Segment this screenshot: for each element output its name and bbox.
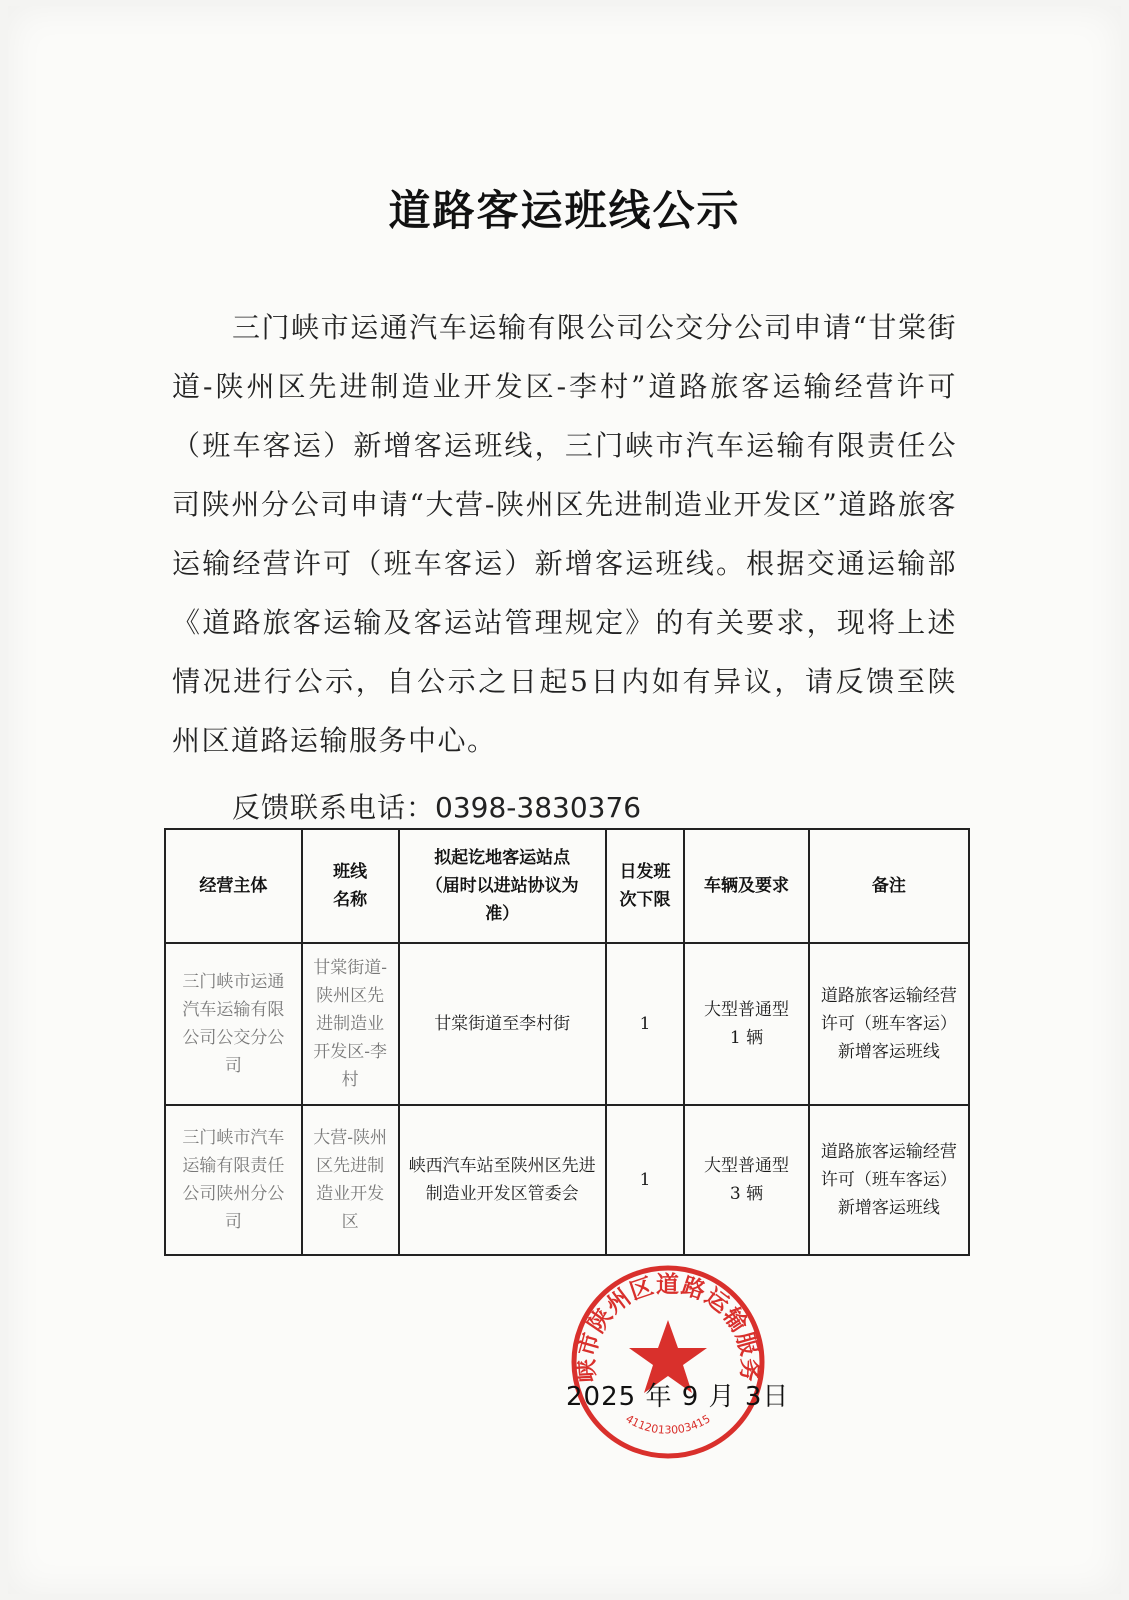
phone-label: 反馈联系电话：	[232, 791, 436, 824]
cell-stations: 甘棠街道至李村街	[399, 943, 606, 1105]
header-operator: 经营主体	[165, 829, 302, 943]
route-table	[164, 828, 970, 1256]
cell-remarks: 道路旅客运输经营许可（班车客运）新增客运班线	[809, 943, 969, 1105]
date-day: 3	[744, 1382, 763, 1412]
cell-daily: 1	[606, 1105, 685, 1255]
table-header-row	[165, 829, 969, 943]
document-title: 道路客运班线公示	[388, 186, 741, 235]
date-month-unit: 月	[708, 1382, 736, 1412]
phone-number: 0398-3830376	[435, 791, 642, 824]
date-day-unit: 日	[762, 1382, 790, 1412]
date-year: 2025	[566, 1382, 637, 1412]
cell-remarks: 道路旅客运输经营许可（班车客运）新增客运班线	[809, 1105, 969, 1255]
header-daily: 日发班 次下限	[606, 829, 685, 943]
cell-vehicles: 大型普通型 1 辆	[684, 943, 808, 1105]
cell-daily: 1	[606, 943, 685, 1105]
header-remarks: 备注	[809, 829, 969, 943]
cell-operator: 三门峡市运通汽车运输有限公司公交分公司	[165, 943, 302, 1105]
seal-code: 4112013003415	[623, 1412, 713, 1437]
cell-vehicles: 大型普通型 3 辆	[684, 1105, 808, 1255]
official-seal	[568, 1262, 768, 1462]
seal-text: 峡市陕州区道路运输服务	[572, 1271, 764, 1384]
table-row	[165, 943, 969, 1105]
table-row	[165, 1105, 969, 1255]
cell-stations: 峡西汽车站至陕州区先进制造业开发区管委会	[399, 1105, 606, 1255]
date-month: 9	[681, 1382, 700, 1412]
notice-body: 三门峡市运通汽车运输有限公司公交分公司申请“甘棠街道-陕州区先进制造业开发区-李村”道路旅客运输经营许可（班车客运）新增客运班线，三门峡市汽车运输有限责任公司陕州分公司申请“大营-陕州区先进制造业开发区”道路旅客运输经营许可（班车客运）新增客运班线。根据交通运输部《道路旅客运输及客运站管理规定》的有关要求，现将上述情况进行公示，自公示之日起5日内如有异议，请反馈至陕州区道路运输服务中心。	[172, 311, 957, 757]
date-year-unit: 年	[645, 1382, 673, 1412]
header-route-name: 班线 名称	[302, 829, 399, 943]
header-vehicles: 车辆及要求	[684, 829, 808, 943]
contact-phone-line	[232, 786, 641, 826]
cell-route-name: 甘棠街道-陕州区先进制造业开发区-李村	[302, 943, 399, 1105]
issue-date	[566, 1376, 789, 1413]
header-stations: 拟起讫地客运站点 （届时以进站协议为 准）	[399, 829, 606, 943]
cell-route-name: 大营-陕州区先进制造业开发区	[302, 1105, 399, 1255]
seal-icon	[568, 1262, 768, 1462]
cell-operator: 三门峡市汽车运输有限责任公司陕州分公司	[165, 1105, 302, 1255]
